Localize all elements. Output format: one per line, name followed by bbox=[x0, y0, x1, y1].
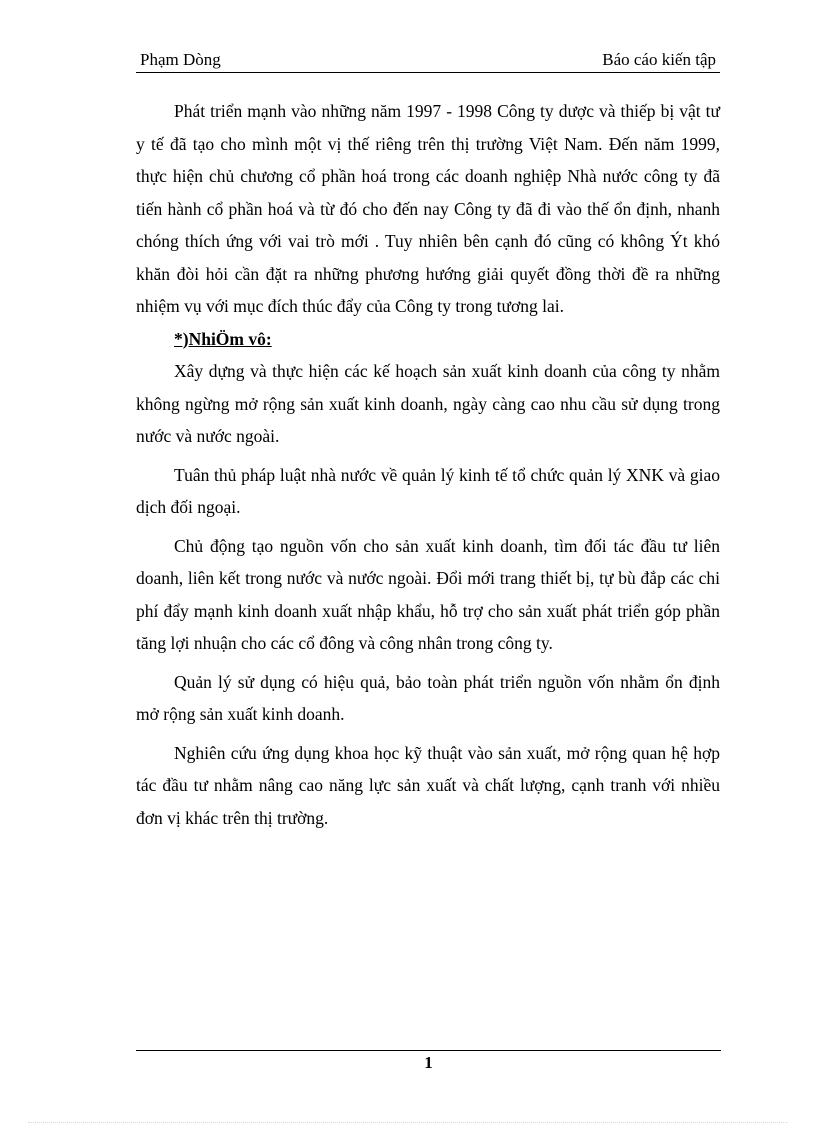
header-author: Phạm Dòng bbox=[140, 50, 221, 69]
paragraph-task-5: Nghiên cứu ứng dụng khoa học kỹ thuật vào sản xuất, mở rộng quan hệ hợp tác đầu tư nhằm nâng cao năng lực sản xuất và chất lượng, cạnh tranh với nhiều đơn vị khác trên thị trường. bbox=[136, 742, 720, 828]
paragraph-task-2: Tuân thủ pháp luật nhà nước về quản lý kinh tế tổ chức quản lý XNK và giao dịch đối ngoại. bbox=[136, 464, 720, 517]
paragraph-task-1: Xây dựng và thực hiện các kế hoạch sản xuất kinh doanh của công ty nhằm không ngừng mở rộng sản xuất kinh doanh, ngày càng cao nhu cầu sử dụng trong nước và nước ngoài. bbox=[136, 361, 720, 446]
page-number: 1 bbox=[424, 1053, 433, 1072]
paragraph-intro: Phát triển mạnh vào những năm 1997 - 1998 Công ty dược và thiếp bị vật tư y tế đã tạo cho mình một vị thế riêng trên thị trường Việt Nam. Đến năm 1999, thực hiện chủ chương cổ phần hoá trong các doanh nghiệp Nhà nước công ty đã tiến hành cổ phần hoá và từ đó cho đến nay Công ty đã đi vào thế ổn định, nhanh chóng thích ứng với vai trò mới . Tuy nhiên bên cạnh đó cũng có không Ýt khó khăn đòi hỏi cần đặt ra những phương hướng giải quyết đồng thời đề ra những nhiệm vụ với mục đích thúc đẩy của Công ty trong tương lai. bbox=[136, 101, 720, 316]
paragraph-task-3: Chủ động tạo nguồn vốn cho sản xuất kinh doanh, tìm đối tác đầu tư liên doanh, liên kết trong nước và nước ngoài. Đổi mới trang thiết bị, tự bù đắp các chi phí đẩy mạnh kinh doanh xuất nhập khẩu, hỗ trợ cho sản xuất phát triển góp phần tăng lợi nhuận cho các cổ đông và công nhân trong công ty. bbox=[136, 535, 720, 653]
footer-divider bbox=[136, 1050, 721, 1051]
page-header bbox=[136, 48, 720, 73]
header-title: Báo cáo kiến tập bbox=[602, 50, 716, 69]
paragraph-task-4: Quản lý sử dụng có hiệu quả, bảo toàn phát triển nguồn vốn nhằm ổn định mở rộng sản xuất kinh doanh. bbox=[136, 671, 720, 724]
document-body bbox=[136, 95, 720, 834]
section-heading-tasks: *)NhiÖm vô: bbox=[174, 328, 272, 349]
